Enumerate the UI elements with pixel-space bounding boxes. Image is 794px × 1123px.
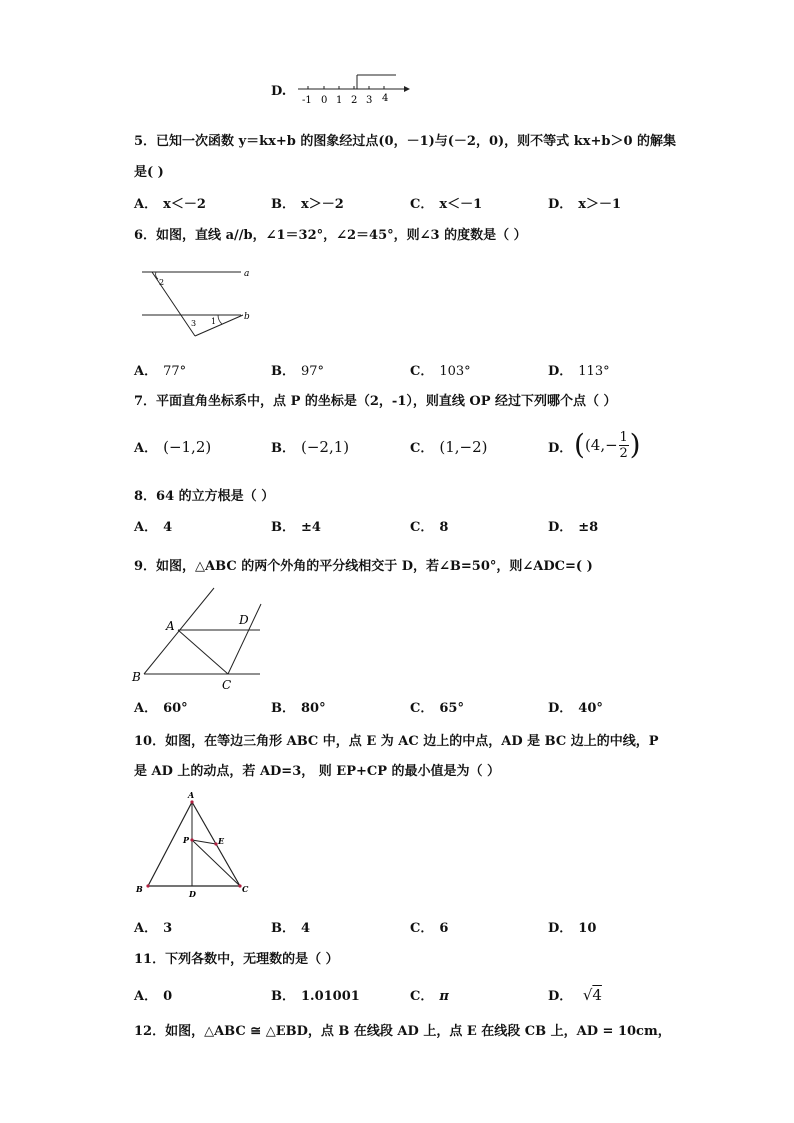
q10-line-1: 10．如图，在等边三角形 ABC 中，点 E 为 AC 边上的中点，AD 是 BC 边上的中线，P: [134, 734, 659, 749]
option-text: (−1,2): [163, 438, 212, 456]
q11-option-d: [548, 985, 602, 1004]
option-letter: C．: [410, 520, 434, 535]
option-letter: B．: [271, 441, 295, 456]
q12-text: 12．如图，△ABC ≅ △EBD，点 B 在线段 AD 上，点 E 在线段 CB 上，AD = 10cm，: [134, 1024, 671, 1039]
option-text: x＞－2: [301, 197, 344, 212]
fraction-denominator: 2: [619, 445, 628, 461]
sqrt-sign: √4: [582, 986, 602, 1004]
option-text: 6: [439, 921, 449, 936]
option-letter: D．: [548, 921, 573, 936]
q10-option-c: [410, 917, 448, 936]
q6-option-b: [271, 360, 324, 379]
option-letter: A．: [134, 364, 158, 379]
q10-line-2: 是 AD 上的动点，若 AD=3， 则 EP+CP 的最小值是为（ ）: [134, 764, 501, 779]
option-letter: C．: [410, 441, 434, 456]
q7-text: 7．平面直角坐标系中，点 P 的坐标是（2，-1），则直线 OP 经过下列哪个点（ ）: [134, 394, 617, 409]
q9-option-b: [271, 697, 326, 716]
option-letter: B．: [271, 520, 295, 535]
option-letter: B．: [271, 921, 295, 936]
q7-option-a: [134, 437, 211, 456]
q9-option-d: [548, 697, 603, 716]
number-line-figure: [294, 70, 414, 110]
option-letter: A．: [134, 989, 158, 1004]
tick-label: 4: [382, 93, 389, 104]
option-letter: C．: [410, 921, 434, 936]
line-a-label: a: [244, 269, 250, 279]
option-letter: D．: [548, 364, 573, 379]
option-text: (4,−: [584, 436, 618, 454]
option-letter: C．: [410, 701, 434, 716]
q5-line-2: 是( ): [134, 165, 164, 180]
option-text: x＜－2: [163, 197, 206, 212]
close-paren: ): [629, 428, 641, 461]
q5-line-1: 5．已知一次函数 y＝kx+b 的图象经过点(0，－1)与(－2，0)，则不等式 kx+b＞0 的解集: [134, 134, 677, 149]
q7-option-c: [410, 437, 488, 456]
option-text: 0: [163, 989, 173, 1004]
option-letter: B．: [271, 197, 295, 212]
q11-option-c: [410, 985, 449, 1004]
option-letter: A．: [134, 921, 158, 936]
option-text: 103°: [439, 364, 471, 379]
option-letter: D．: [548, 989, 573, 1004]
option-text: 10: [578, 921, 597, 936]
option-text: 60°: [163, 701, 188, 716]
point-e-label: E: [218, 836, 225, 846]
tick-label: 1: [336, 95, 343, 106]
tick-label: 3: [366, 95, 373, 106]
option-letter: D．: [548, 441, 573, 456]
q9-text: 9．如图，△ABC 的两个外角的平分线相交于 D，若∠B=50°，则∠ADC=( ): [134, 559, 593, 574]
option-text: 113°: [578, 364, 610, 379]
point-b-label: B: [132, 670, 141, 684]
point-c-label: C: [242, 884, 249, 894]
point-d-label: D: [239, 613, 249, 627]
q8-option-c: [410, 516, 448, 535]
q7-option-d-expression: ( (4,− 1 2 ): [574, 428, 641, 461]
q8-option-d: [548, 516, 598, 535]
option-letter: D．: [548, 701, 573, 716]
q11-option-a: [134, 985, 172, 1004]
q8-option-b: [271, 516, 321, 535]
option-letter: D．: [548, 520, 573, 535]
option-letter: B．: [271, 989, 295, 1004]
option-letter: A．: [134, 197, 158, 212]
q10-option-d: [548, 917, 596, 936]
q10-option-b: [271, 917, 310, 936]
option-letter: A．: [134, 701, 158, 716]
tick-label: 2: [351, 95, 358, 106]
point-a-label: A: [188, 790, 195, 800]
option-letter: D．: [548, 197, 573, 212]
angle-1-label: 1: [211, 317, 217, 326]
angle-2-label: 2: [159, 278, 165, 287]
line-b-label: b: [244, 312, 250, 322]
option-text: x＜－1: [439, 197, 483, 212]
q9-option-c: [410, 697, 464, 716]
option-letter: C．: [410, 364, 434, 379]
tick-label: -1: [302, 95, 312, 106]
option-text: 65°: [439, 701, 464, 716]
option-text: 4: [301, 921, 311, 936]
tick-label: 0: [321, 95, 328, 106]
q5-option-b: [271, 193, 344, 212]
q10-option-a: [134, 917, 172, 936]
option-letter: A．: [134, 520, 158, 535]
angle-3-label: 3: [191, 319, 197, 328]
point-d-label: D: [189, 889, 196, 899]
option-text: 3: [163, 921, 173, 936]
option-text: 80°: [301, 701, 326, 716]
q5-option-c: [410, 193, 482, 212]
q6-option-c: [410, 360, 471, 379]
fraction-numerator: 1: [619, 429, 628, 445]
option-letter: B．: [271, 701, 295, 716]
q7-option-b: [271, 437, 349, 456]
option-text: (−2,1): [301, 438, 350, 456]
q6-option-d: [548, 360, 610, 379]
q6-option-a: [134, 360, 186, 379]
option-text: 77°: [163, 364, 187, 379]
option-text: ±8: [578, 520, 599, 535]
q9-option-a: [134, 697, 188, 716]
option-text: 8: [439, 520, 449, 535]
option-text: 4: [163, 520, 173, 535]
sqrt-radicand: 4: [592, 986, 602, 1004]
option-letter: B．: [271, 364, 295, 379]
point-a-label: A: [166, 619, 175, 633]
q11-option-b: [271, 985, 360, 1004]
option-text: x＞－1: [578, 197, 622, 212]
option-text: π: [439, 989, 449, 1004]
option-text: 97°: [301, 364, 325, 379]
q9-triangle-figure: [130, 584, 270, 694]
option-letter: C．: [410, 197, 434, 212]
q4-option-d: [271, 84, 286, 99]
point-c-label: C: [222, 678, 232, 692]
q11-text: 11．下列各数中，无理数的是（ ）: [134, 952, 339, 967]
q8-text: 8．64 的立方根是（ ）: [134, 489, 275, 504]
option-text: 1.01001: [301, 989, 360, 1004]
q8-option-a: [134, 516, 172, 535]
q4-option-d-letter: D.: [271, 84, 287, 99]
q6-parallel-lines-figure: [138, 262, 258, 342]
option-text: ±4: [301, 520, 321, 535]
q10-equilateral-triangle-figure: [130, 790, 260, 902]
q5-option-d: [548, 193, 621, 212]
point-b-label: B: [136, 884, 143, 894]
point-p-label: P: [183, 835, 190, 845]
option-text: 40°: [578, 701, 603, 716]
q5-option-a: [134, 193, 206, 212]
option-letter: A．: [134, 441, 158, 456]
option-text: (1,−2): [439, 438, 488, 456]
q6-text: 6．如图，直线 a//b，∠1＝32°，∠2＝45°，则∠3 的度数是（ ）: [134, 228, 527, 243]
fraction: [619, 430, 629, 461]
option-letter: C．: [410, 989, 434, 1004]
